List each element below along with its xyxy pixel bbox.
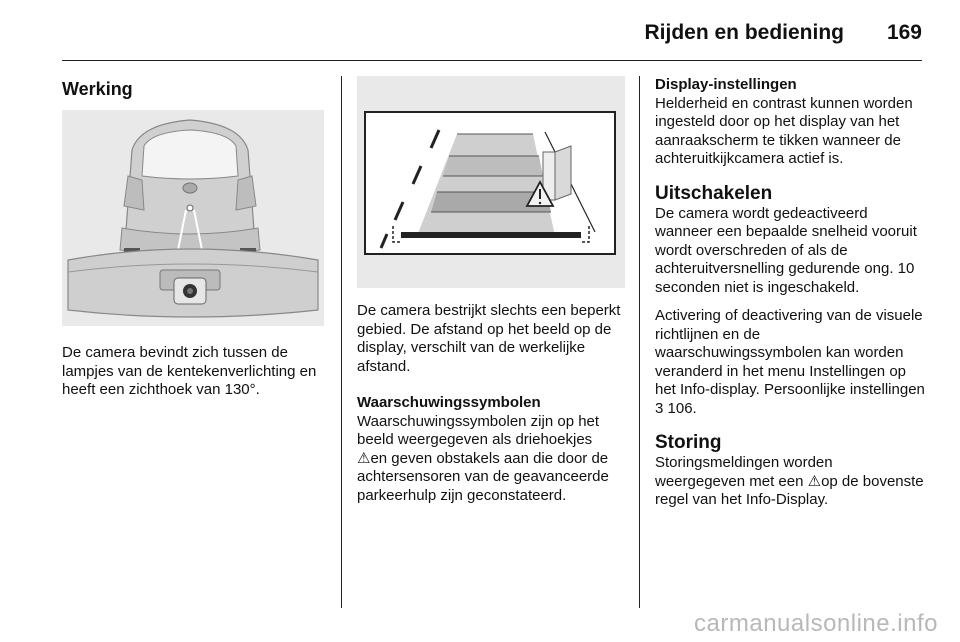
- warning-symbols-text-2: en geven obstakels aan die door de achtersensoren van de geavanceerde parkeerhulp zijn geconstateerd.: [357, 449, 609, 504]
- watermark: carmanualsonline.info: [694, 610, 938, 637]
- page-reference-icon: 3: [655, 399, 664, 417]
- car-rear-camera-location-icon: [62, 110, 324, 326]
- page-number: 169: [886, 21, 922, 44]
- section-heading-storing: Storing: [655, 432, 722, 453]
- camera-display-illustration: [357, 76, 625, 288]
- display-settings-title: Display-instellingen: [655, 76, 797, 93]
- car-rear-illustration: [62, 110, 324, 326]
- column-2: [357, 76, 625, 515]
- display-settings-text: Helderheid en contrast kunnen worden ingesteld door op het display van het aanraakscherm te tikken wanneer de achteruitkijkcamera actief is.: [655, 94, 913, 167]
- warning-triangle-icon: ⚠: [357, 449, 371, 467]
- column-divider: [341, 76, 342, 608]
- header-title: Rijden en bediening: [644, 21, 844, 44]
- warning-symbols-text-1: Waarschuwingssymbolen zijn op het beeld weergegeven als driehoekjes: [357, 412, 600, 448]
- fault-warning-icon: ⚠: [807, 472, 822, 490]
- page-reference-link[interactable]: 106.: [667, 399, 697, 417]
- camera-location-caption: De camera bevindt zich tussen de lampjes van de kentekenverlichting en heeft een zichthoek van 130°.: [62, 344, 317, 398]
- fault-text-1: Storingsmeldingen worden weergegeven met een: [655, 454, 833, 490]
- camera-range-text: De camera bestrijkt slechts een beperkt gebied. De afstand op het beeld op de display, verschilt van de werkelijke afstand.: [357, 302, 621, 375]
- column-1: [62, 76, 330, 410]
- fault-text-2: op de bovenste regel van het Info-Display.: [655, 472, 924, 508]
- guidelines-text: Activering of deactivering van de visuele richtlijnen en de waarschuwingssymbolen kan worden veranderd in het menu Instellingen op het Info-display. Persoonlijke instellingen: [655, 307, 925, 398]
- section-heading-uitschakelen: Uitschakelen: [655, 182, 773, 204]
- column-divider: [639, 76, 640, 608]
- section-heading-werking: Werking: [62, 79, 133, 99]
- warning-symbols-title: Waarschuwingssymbolen: [357, 394, 541, 411]
- rear-view-guidelines-icon: [357, 76, 625, 288]
- page-header: [62, 14, 922, 61]
- deactivation-text: De camera wordt gedeactiveerd wanneer een bepaalde snelheid vooruit wordt overschreden of als de achteruitversnelling gedurende ong. 10 seconden niet is ingeschakeld.: [655, 204, 917, 296]
- column-3: [655, 76, 925, 520]
